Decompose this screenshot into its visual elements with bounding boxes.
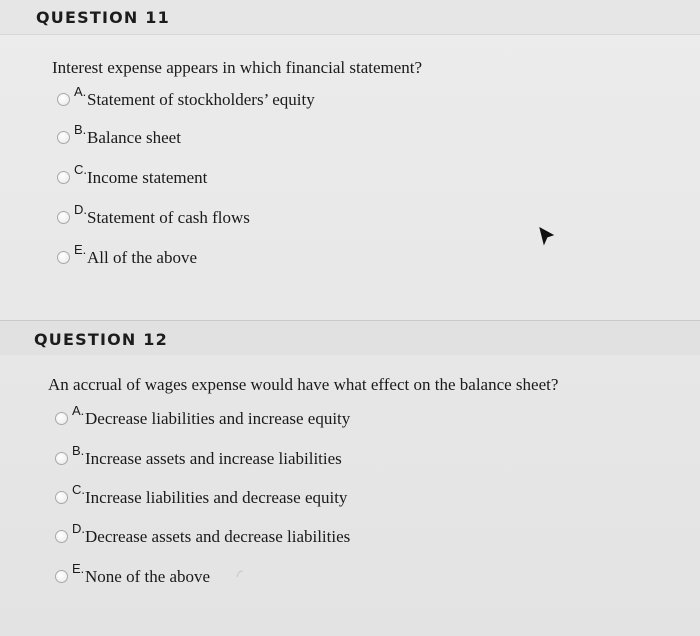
question-11-option-c[interactable] [57,164,437,192]
option-letter: D. [74,202,87,217]
question-12-prompt: An accrual of wages expense would have what effect on the balance sheet? [48,375,559,394]
question-11-option-b[interactable] [57,124,437,152]
question-11-title: QUESTION 11 [36,8,170,27]
question-11-option-a[interactable] [57,86,437,114]
option-letter: D. [72,521,85,536]
option-letter: B. [74,122,87,137]
question-11-option-e[interactable] [57,244,437,272]
option-label: Statement of stockholders’ equity [87,90,315,109]
option-label: All of the above [87,248,197,267]
question-11-option-d[interactable] [57,204,437,232]
option-letter: A. [74,84,87,99]
option-letter: A. [72,403,85,418]
option-letter: E. [74,242,87,257]
question-12-option-d[interactable] [55,523,435,551]
question-12-option-c[interactable] [55,484,435,512]
radio-button-icon[interactable] [55,412,68,425]
radio-button-icon[interactable] [55,452,68,465]
question-11-prompt: Interest expense appears in which financial statement? [52,58,423,77]
radio-button-icon[interactable] [57,171,70,184]
option-label: Income statement [87,168,208,187]
radio-button-icon[interactable] [55,570,68,583]
question-12-option-a[interactable] [55,405,435,433]
option-label: Increase liabilities and decrease equity [85,488,348,507]
question-12-title: QUESTION 12 [34,330,168,349]
mouse-pointer-icon [538,226,556,248]
faint-mark-icon [236,570,244,578]
option-letter: E. [72,561,85,576]
question-12-option-e[interactable] [55,563,435,591]
radio-button-icon[interactable] [55,530,68,543]
option-letter: C. [74,162,87,177]
radio-button-icon[interactable] [57,211,70,224]
radio-button-icon[interactable] [57,251,70,264]
option-letter: B. [72,443,85,458]
option-label: Increase assets and increase liabilities [85,449,342,468]
option-letter: C. [72,482,85,497]
question-12-header [0,320,700,355]
question-11-header [0,0,700,35]
radio-button-icon[interactable] [57,131,70,144]
option-label: Balance sheet [87,128,181,147]
radio-button-icon[interactable] [57,93,70,106]
option-label: Decrease assets and decrease liabilities [85,527,351,546]
question-12-option-b[interactable] [55,445,435,473]
option-label: Decrease liabilities and increase equity [85,409,351,428]
radio-button-icon[interactable] [55,491,68,504]
option-label: None of the above [85,567,211,586]
option-label: Statement of cash flows [87,208,250,227]
